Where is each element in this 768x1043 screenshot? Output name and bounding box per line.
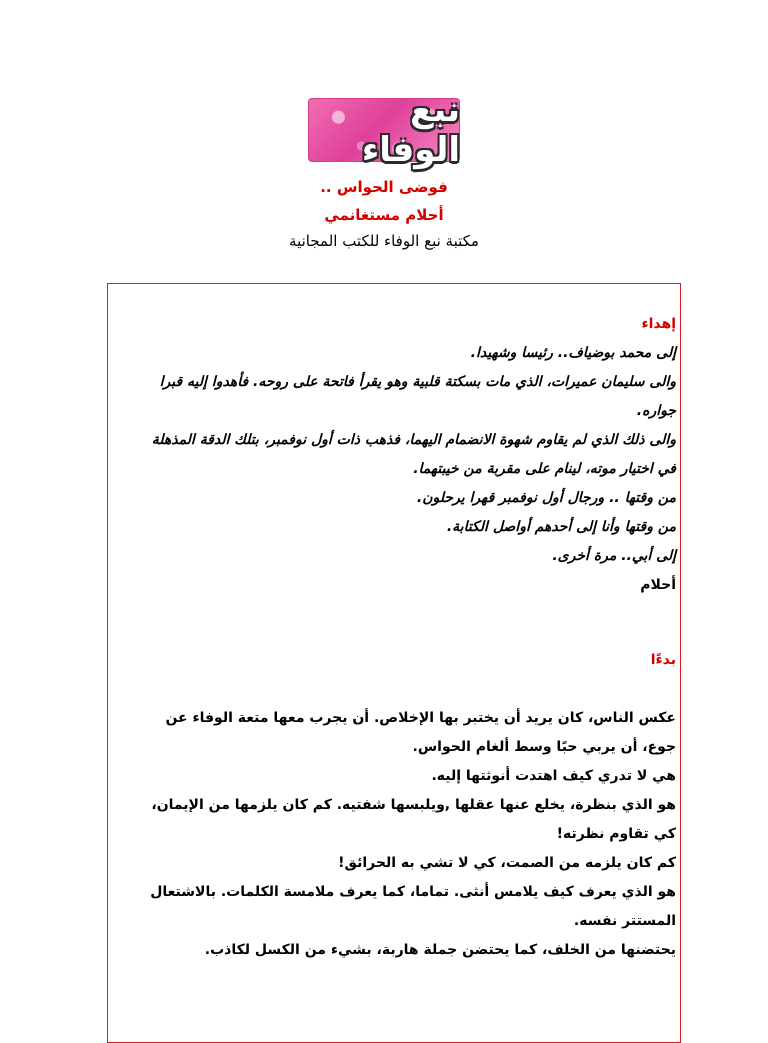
book-title: فوضى الحواس ..	[320, 178, 448, 196]
dedication-line: من وقتها وأنا إلى أحدهم أواصل الكتابة.	[446, 519, 676, 535]
dedication-line: إلى محمد بوضياف.. رئيسا وشهيدا.	[470, 345, 676, 361]
dedication-signature: أحلام	[640, 577, 676, 593]
library-logo	[308, 90, 460, 170]
paragraph: يحتضنها من الخلف، كما يحتضن جملة هاربة، بشيء من الكسل لكاذب.	[204, 942, 676, 958]
paragraph: كم كان يلزمه من الصمت، كي لا تشي به الحرائق!	[338, 855, 676, 871]
dedication-line: إلى أبي.. مرة أخرى.	[552, 548, 676, 564]
paragraph: عكس الناس، كان يريد أن يختبر بها الإخلاص. أن يجرب معها متعة الوفاء عن جوع، أن يربي حبًا وسط ألغام الحواس.	[165, 710, 676, 755]
dedication-line: من وقتها .. ورجال أول نوفمبر قهرا يرحلون.	[416, 490, 676, 506]
paragraph: هو الذي بنظرة، يخلع عنها عقلها ,ويلبسها شفتيه. كم كان يلزمها من الإيمان، كي تقاوم نظرته!	[151, 797, 676, 842]
book-author: أحلام مستغانمي	[324, 206, 444, 224]
dedication-section	[138, 339, 676, 600]
book-content	[138, 310, 676, 965]
dedication-heading: إهداء	[641, 316, 676, 332]
paragraph: هو الذي يعرف كيف يلامس أنثى. تماما، كما يعرف ملامسة الكلمات. بالاشتعال المستتر نفسه.	[150, 884, 676, 929]
opening-heading: بدءًا	[650, 652, 676, 668]
library-name: مكتبة نبع الوفاء للكتب المجانية	[289, 232, 479, 250]
logo-text: نبع الوفاء	[361, 90, 460, 170]
dedication-line: والى سليمان عميرات، الذي مات بسكتة قلبية وهو يقرأ فاتحة على روحه. فأهدوا إليه قبرا جواره.	[159, 374, 676, 419]
dedication-line: والى ذلك الذي لم يقاوم شهوة الانضمام اليهما، فذهب ذات أول نوفمبر، بتلك الدقة المذهلة في اختيار موته، لينام على مقربة من خيبتهما.	[151, 432, 676, 477]
opening-section	[138, 704, 676, 965]
paragraph: هي لا تدري كيف اهتدت أنوثتها إليه.	[431, 768, 676, 784]
